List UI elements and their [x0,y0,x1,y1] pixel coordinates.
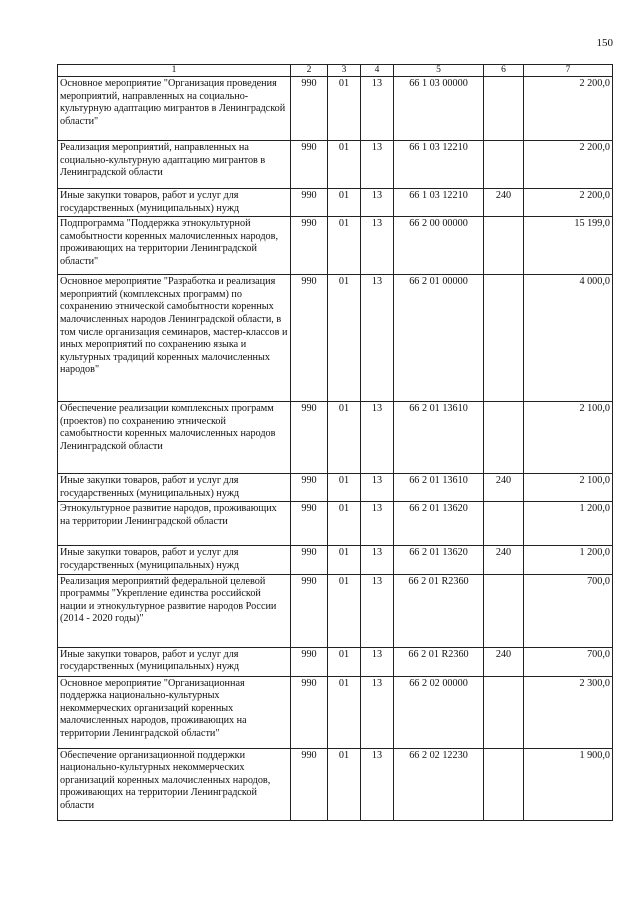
cell-subsection: 13 [361,474,394,502]
cell-admin-code: 990 [291,275,328,402]
cell-amount: 4 000,0 [524,275,613,402]
row-name: Реализация мероприятий федеральной целевой программы "Укрепление единства российской нации и этнокультурное развитие народов России (2014 - 2020 годы)" [58,574,291,647]
column-header: 6 [484,65,524,77]
table-row [58,574,613,647]
cell-section: 01 [328,748,361,820]
table-row [58,402,613,474]
cell-subsection: 13 [361,189,394,217]
row-name: Иные закупки товаров, работ и услуг для государственных (муниципальных) нужд [58,189,291,217]
cell-admin-code: 990 [291,402,328,474]
cell-subsection: 13 [361,275,394,402]
cell-expense-type [484,77,524,141]
budget-table [57,64,613,821]
cell-amount: 2 200,0 [524,77,613,141]
cell-expense-type [484,217,524,275]
column-header: 1 [58,65,291,77]
cell-section: 01 [328,77,361,141]
header-row [58,65,613,77]
cell-subsection: 13 [361,647,394,676]
cell-expense-type [484,748,524,820]
cell-admin-code: 990 [291,474,328,502]
cell-admin-code: 990 [291,141,328,189]
cell-expense-type [484,574,524,647]
cell-target-code: 66 2 02 00000 [394,676,484,748]
cell-target-code: 66 2 02 12230 [394,748,484,820]
cell-expense-type [484,502,524,546]
cell-subsection: 13 [361,574,394,647]
row-name: Обеспечение реализации комплексных программ (проектов) по сохранению этнической самобытности коренных малочисленных народов Ленинградской области [58,402,291,474]
cell-target-code: 66 1 03 12210 [394,189,484,217]
cell-admin-code: 990 [291,77,328,141]
row-name: Реализация мероприятий, направленных на социально-культурную адаптацию мигрантов в Ленинградской области [58,141,291,189]
column-header: 3 [328,65,361,77]
cell-target-code: 66 2 01 R2360 [394,574,484,647]
row-name: Основное мероприятие "Организация проведения мероприятий, направленных на социально-культурную адаптацию мигрантов в Ленинградской области" [58,77,291,141]
cell-target-code: 66 2 00 00000 [394,217,484,275]
page-number: 150 [596,37,613,49]
cell-section: 01 [328,402,361,474]
cell-amount: 1 200,0 [524,502,613,546]
cell-expense-type: 240 [484,546,524,574]
cell-amount: 2 100,0 [524,474,613,502]
cell-expense-type [484,141,524,189]
cell-subsection: 13 [361,748,394,820]
cell-amount: 15 199,0 [524,217,613,275]
cell-target-code: 66 2 01 13620 [394,502,484,546]
cell-amount: 2 200,0 [524,141,613,189]
row-name: Обеспечение организационной поддержки национально-культурных некоммерческих организаций коренных малочисленных народов, проживающих на территории Ленинградской области [58,748,291,820]
cell-section: 01 [328,647,361,676]
cell-target-code: 66 2 01 13610 [394,474,484,502]
cell-target-code: 66 2 01 R2360 [394,647,484,676]
row-name: Этнокультурное развитие народов, проживающих на территории Ленинградской области [58,502,291,546]
cell-amount: 1 900,0 [524,748,613,820]
cell-amount: 1 200,0 [524,546,613,574]
cell-amount: 2 100,0 [524,402,613,474]
cell-amount: 700,0 [524,647,613,676]
cell-admin-code: 990 [291,217,328,275]
row-name: Подпрограмма "Поддержка этнокультурной самобытности коренных малочисленных народов, проживающих на территории Ленинградской области" [58,217,291,275]
cell-subsection: 13 [361,502,394,546]
cell-target-code: 66 1 03 12210 [394,141,484,189]
cell-subsection: 13 [361,546,394,574]
cell-target-code: 66 2 01 13620 [394,546,484,574]
cell-amount: 700,0 [524,574,613,647]
table-row [58,77,613,141]
cell-section: 01 [328,546,361,574]
cell-subsection: 13 [361,402,394,474]
cell-section: 01 [328,217,361,275]
cell-section: 01 [328,474,361,502]
cell-target-code: 66 2 01 13610 [394,402,484,474]
column-header: 5 [394,65,484,77]
cell-admin-code: 990 [291,502,328,546]
cell-expense-type: 240 [484,474,524,502]
table-row [58,748,613,820]
cell-section: 01 [328,676,361,748]
cell-expense-type: 240 [484,189,524,217]
cell-subsection: 13 [361,141,394,189]
cell-expense-type: 240 [484,647,524,676]
cell-section: 01 [328,502,361,546]
cell-section: 01 [328,141,361,189]
row-name: Основное мероприятие "Разработка и реализация мероприятий (комплексных программ) по сохранению этнической самобытности коренных малочисленных народов Ленинградской области, в том числе организация семинаров, мастер-классов и иных мероприятий по сохранению языка и культурных традиций коренных малочисленных народов" [58,275,291,402]
table-row [58,275,613,402]
column-header: 4 [361,65,394,77]
cell-amount: 2 200,0 [524,189,613,217]
cell-section: 01 [328,189,361,217]
table-row [58,676,613,748]
cell-expense-type [484,402,524,474]
cell-target-code: 66 2 01 00000 [394,275,484,402]
table-row [58,502,613,546]
row-name: Иные закупки товаров, работ и услуг для государственных (муниципальных) нужд [58,546,291,574]
column-header: 7 [524,65,613,77]
row-name: Иные закупки товаров, работ и услуг для государственных (муниципальных) нужд [58,474,291,502]
cell-admin-code: 990 [291,189,328,217]
cell-expense-type [484,275,524,402]
cell-subsection: 13 [361,676,394,748]
table-row [58,647,613,676]
cell-admin-code: 990 [291,546,328,574]
table-row [58,474,613,502]
table-row [58,189,613,217]
row-name: Иные закупки товаров, работ и услуг для государственных (муниципальных) нужд [58,647,291,676]
table-row [58,141,613,189]
cell-expense-type [484,676,524,748]
cell-target-code: 66 1 03 00000 [394,77,484,141]
cell-admin-code: 990 [291,676,328,748]
cell-section: 01 [328,275,361,402]
cell-subsection: 13 [361,77,394,141]
row-name: Основное мероприятие "Организационная поддержка национально-культурных некоммерческих организаций коренных малочисленных народов, проживающих на территории Ленинградской области" [58,676,291,748]
cell-admin-code: 990 [291,574,328,647]
cell-admin-code: 990 [291,748,328,820]
cell-admin-code: 990 [291,647,328,676]
table-row [58,217,613,275]
table-row [58,546,613,574]
cell-section: 01 [328,574,361,647]
cell-amount: 2 300,0 [524,676,613,748]
cell-subsection: 13 [361,217,394,275]
column-header: 2 [291,65,328,77]
